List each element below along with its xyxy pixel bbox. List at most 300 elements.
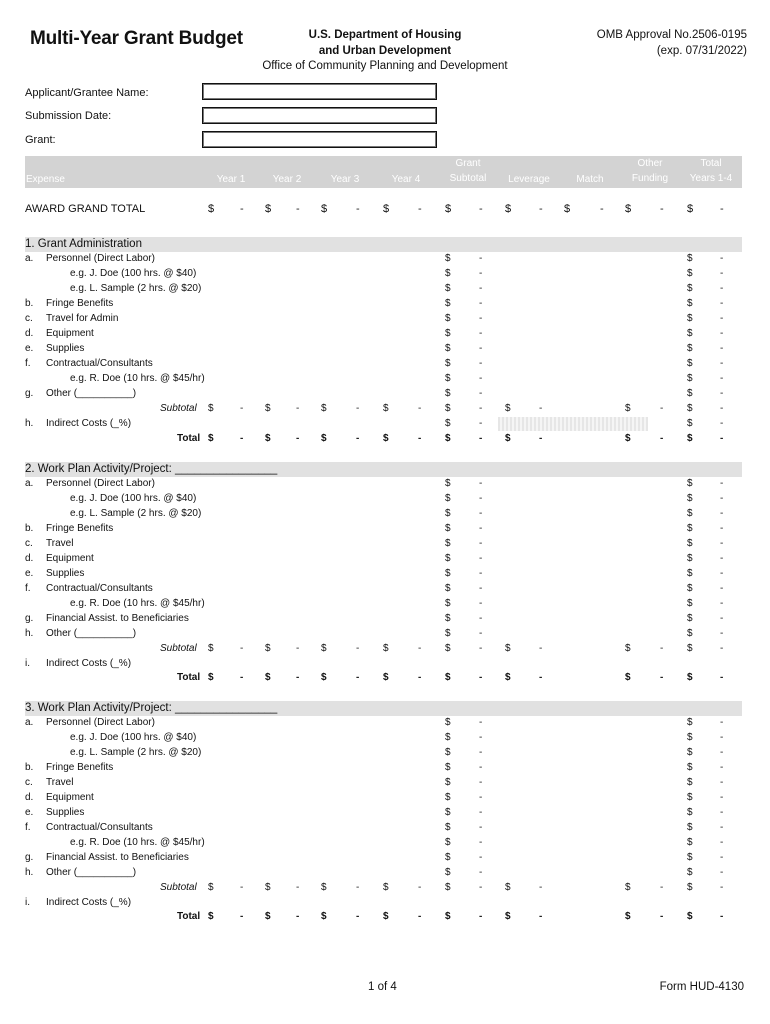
line-item-grant-subtotal-value[interactable]: -: [479, 777, 483, 788]
column-year-3: Year 3: [330, 174, 360, 185]
total-y2-currency: $: [265, 433, 271, 444]
subtotal-tot-currency: $: [687, 882, 693, 893]
column-expense: Expense: [26, 174, 65, 185]
line-item-letter: d.: [25, 328, 34, 339]
subtotal-y2-value[interactable]: -: [296, 643, 300, 654]
subtotal-gs-currency: $: [445, 643, 451, 654]
line-item-grant-subtotal-value[interactable]: -: [479, 613, 483, 624]
line-item-total-value[interactable]: -: [720, 253, 724, 264]
line-item-letter: g.: [25, 613, 34, 624]
line-item-grant-subtotal-value[interactable]: -: [479, 253, 483, 264]
total-oth-value[interactable]: -: [660, 672, 664, 683]
indirect-letter: i.: [25, 658, 30, 669]
column-year-1: Year 1: [216, 174, 246, 185]
line-item-grant-subtotal-currency: $: [445, 283, 451, 294]
total-tot-value[interactable]: -: [720, 672, 724, 683]
line-item-grant-subtotal-currency: $: [445, 523, 451, 534]
line-item-total-value[interactable]: -: [720, 717, 724, 728]
line-item-label: Supplies: [46, 807, 85, 818]
line-item-grant-subtotal-value[interactable]: -: [479, 628, 483, 639]
line-item-total-currency: $: [687, 732, 693, 743]
total-lev-currency: $: [505, 911, 511, 922]
award-y3-currency: $: [321, 203, 328, 215]
subtotal-lev-value[interactable]: -: [539, 403, 543, 414]
total-y1-value[interactable]: -: [240, 433, 244, 444]
line-item-grant-subtotal-value[interactable]: -: [479, 388, 483, 399]
total-y1-currency: $: [208, 433, 214, 444]
line-item-grant-subtotal-value[interactable]: -: [479, 822, 483, 833]
indirect-grant-subtotal-value[interactable]: -: [479, 418, 483, 429]
total-y4-currency: $: [383, 433, 389, 444]
subtotal-tot-value[interactable]: -: [720, 403, 724, 414]
subtotal-y4-currency: $: [383, 643, 389, 654]
line-item-total-value[interactable]: -: [720, 508, 724, 519]
column-total-line-1: Total: [700, 158, 722, 169]
subtotal-y1-currency: $: [208, 643, 214, 654]
line-item-total-value[interactable]: -: [720, 792, 724, 803]
line-item-total-currency: $: [687, 553, 693, 564]
line-item-label: Personnel (Direct Labor): [46, 253, 155, 264]
submission-date-label: Submission Date:: [25, 110, 112, 122]
line-item-total-value[interactable]: -: [720, 837, 724, 848]
column-grant-subtotal: [437, 156, 499, 186]
line-item-letter: a.: [25, 478, 34, 489]
line-item-grant-subtotal-currency: $: [445, 343, 451, 354]
subtotal-y4-currency: $: [383, 882, 389, 893]
subtotal-y2-value[interactable]: -: [296, 403, 300, 414]
total-y4-currency: $: [383, 911, 389, 922]
line-item-letter: d.: [25, 553, 34, 564]
indirect-shaded-cells: [498, 417, 648, 431]
line-item-label: Fringe Benefits: [46, 762, 114, 773]
applicant-label: Applicant/Grantee Name:: [25, 87, 149, 99]
total-lev-value[interactable]: -: [539, 672, 543, 683]
line-item-label: Personnel (Direct Labor): [46, 717, 155, 728]
line-item-total-value[interactable]: -: [720, 373, 724, 384]
line-item-total-value[interactable]: -: [720, 777, 724, 788]
line-item-total-currency: $: [687, 493, 693, 504]
line-item-total-currency: $: [687, 373, 693, 384]
line-item-grant-subtotal-currency: $: [445, 478, 451, 489]
omb-number: OMB Approval No.2506-0195: [596, 29, 747, 41]
line-item-grant-subtotal-value[interactable]: -: [479, 568, 483, 579]
line-item-letter: h.: [25, 628, 34, 639]
line-item-total-value[interactable]: -: [720, 343, 724, 354]
line-item-label: Contractual/Consultants: [46, 583, 153, 594]
line-item-grant-subtotal-currency: $: [445, 373, 451, 384]
subtotal-oth-value[interactable]: -: [660, 403, 664, 414]
line-item-label: e.g. J. Doe (100 hrs. @ $40): [70, 268, 197, 279]
line-item-label: Equipment: [46, 553, 94, 564]
line-item-total-currency: $: [687, 598, 693, 609]
section-header: 1. Grant Administration: [25, 237, 742, 252]
line-item-total-currency: $: [687, 478, 693, 489]
line-item-total-value[interactable]: -: [720, 807, 724, 818]
total-y3-value[interactable]: -: [356, 911, 360, 922]
award-y1-value[interactable]: -: [240, 203, 244, 215]
line-item-grant-subtotal-currency: $: [445, 538, 451, 549]
column-year-2: Year 2: [272, 174, 302, 185]
line-item-total-value[interactable]: -: [720, 298, 724, 309]
line-item-total-currency: $: [687, 268, 693, 279]
column-other-funding: [619, 156, 681, 186]
subtotal-y3-currency: $: [321, 882, 327, 893]
total-lev-currency: $: [505, 433, 511, 444]
column-other-funding-line-1: Other: [637, 158, 663, 169]
line-item-letter: h.: [25, 867, 34, 878]
indirect-letter: h.: [25, 418, 34, 429]
line-item-grant-subtotal-currency: $: [445, 837, 451, 848]
column-grant-subtotal-line-1: Grant: [455, 158, 481, 169]
line-item-label: Other (__________): [46, 388, 137, 399]
line-item-total-currency: $: [687, 613, 693, 624]
subtotal-lev-currency: $: [505, 643, 511, 654]
line-item-grant-subtotal-currency: $: [445, 583, 451, 594]
award-mat-value[interactable]: -: [600, 203, 604, 215]
line-item-grant-subtotal-currency: $: [445, 328, 451, 339]
total-label: Total: [177, 672, 201, 683]
line-item-grant-subtotal-currency: $: [445, 358, 451, 369]
total-tot-currency: $: [687, 672, 693, 683]
total-tot-currency: $: [687, 433, 693, 444]
line-item-total-value[interactable]: -: [720, 478, 724, 489]
subtotal-y1-currency: $: [208, 403, 214, 414]
subtotal-y4-value[interactable]: -: [418, 643, 422, 654]
line-item-total-value[interactable]: -: [720, 598, 724, 609]
subtotal-tot-currency: $: [687, 403, 693, 414]
line-item-letter: c.: [25, 313, 33, 324]
subtotal-label: Subtotal: [160, 403, 197, 414]
agency-line-1: U.S. Department of Housing: [308, 29, 462, 41]
line-item-total-value[interactable]: -: [720, 313, 724, 324]
subtotal-oth-value[interactable]: -: [660, 882, 664, 893]
page-number: 1 of 4: [368, 981, 397, 993]
line-item-grant-subtotal-currency: $: [445, 732, 451, 743]
line-item-grant-subtotal-value[interactable]: -: [479, 762, 483, 773]
total-lev-value[interactable]: -: [539, 433, 543, 444]
line-item-total-value[interactable]: -: [720, 583, 724, 594]
form-number: Form HUD-4130: [659, 981, 744, 993]
omb-approval: [597, 28, 747, 59]
line-item-grant-subtotal-value[interactable]: -: [479, 553, 483, 564]
line-item-grant-subtotal-currency: $: [445, 747, 451, 758]
line-item-total-value[interactable]: -: [720, 283, 724, 294]
line-item-label: Financial Assist. to Beneficiaries: [46, 613, 189, 624]
total-oth-currency: $: [625, 433, 631, 444]
subtotal-y2-currency: $: [265, 643, 271, 654]
line-item-grant-subtotal-currency: $: [445, 313, 451, 324]
total-y1-value[interactable]: -: [240, 911, 244, 922]
column-year-4: Year 4: [391, 174, 421, 185]
line-item-grant-subtotal-value[interactable]: -: [479, 747, 483, 758]
subtotal-tot-value[interactable]: -: [720, 882, 724, 893]
line-item-letter: d.: [25, 792, 34, 803]
line-item-grant-subtotal-value[interactable]: -: [479, 343, 483, 354]
subtotal-y1-value[interactable]: -: [240, 403, 244, 414]
line-item-grant-subtotal-value[interactable]: -: [479, 313, 483, 324]
subtotal-oth-currency: $: [625, 882, 631, 893]
line-item-label: Fringe Benefits: [46, 298, 114, 309]
line-item-letter: b.: [25, 762, 34, 773]
line-item-grant-subtotal-currency: $: [445, 613, 451, 624]
total-y2-value[interactable]: -: [296, 433, 300, 444]
line-item-grant-subtotal-value[interactable]: -: [479, 717, 483, 728]
subtotal-y4-value[interactable]: -: [418, 403, 422, 414]
line-item-label: Fringe Benefits: [46, 523, 114, 534]
line-item-total-value[interactable]: -: [720, 568, 724, 579]
line-item-grant-subtotal-currency: $: [445, 508, 451, 519]
line-item-total-value[interactable]: -: [720, 867, 724, 878]
award-mat-currency: $: [564, 203, 571, 215]
line-item-total-currency: $: [687, 538, 693, 549]
line-item-grant-subtotal-value[interactable]: -: [479, 807, 483, 818]
line-item-letter: e.: [25, 343, 34, 354]
line-item-total-currency: $: [687, 717, 693, 728]
column-other-funding-line-2: Funding: [631, 173, 669, 184]
line-item-grant-subtotal-value[interactable]: -: [479, 268, 483, 279]
total-y3-currency: $: [321, 672, 327, 683]
indirect-total-currency: $: [687, 418, 693, 429]
total-oth-value[interactable]: -: [660, 433, 664, 444]
line-item-letter: c.: [25, 777, 33, 788]
total-y2-value[interactable]: -: [296, 672, 300, 683]
line-item-grant-subtotal-value[interactable]: -: [479, 852, 483, 863]
subtotal-y3-value[interactable]: -: [356, 643, 360, 654]
total-label: Total: [177, 433, 201, 444]
line-item-total-value[interactable]: -: [720, 388, 724, 399]
total-oth-currency: $: [625, 911, 631, 922]
agency-block: [250, 28, 520, 75]
line-item-grant-subtotal-currency: $: [445, 822, 451, 833]
total-y2-currency: $: [265, 911, 271, 922]
line-item-letter: e.: [25, 807, 34, 818]
line-item-total-value[interactable]: -: [720, 613, 724, 624]
subtotal-gs-value[interactable]: -: [479, 403, 483, 414]
line-item-total-value[interactable]: -: [720, 628, 724, 639]
line-item-letter: f.: [25, 358, 31, 369]
award-y3-value[interactable]: -: [356, 203, 360, 215]
line-item-total-currency: $: [687, 852, 693, 863]
line-item-grant-subtotal-currency: $: [445, 253, 451, 264]
line-item-grant-subtotal-currency: $: [445, 777, 451, 788]
line-item-total-currency: $: [687, 328, 693, 339]
submission-date-field[interactable]: [202, 107, 437, 124]
line-item-letter: a.: [25, 253, 34, 264]
line-item-total-currency: $: [687, 283, 693, 294]
subtotal-y3-value[interactable]: -: [356, 403, 360, 414]
subtotal-y1-value[interactable]: -: [240, 882, 244, 893]
award-lev-value[interactable]: -: [539, 203, 543, 215]
line-item-label: Travel for Admin: [46, 313, 119, 324]
subtotal-y4-value[interactable]: -: [418, 882, 422, 893]
subtotal-y1-value[interactable]: -: [240, 643, 244, 654]
total-tot-value[interactable]: -: [720, 911, 724, 922]
line-item-grant-subtotal-value[interactable]: -: [479, 298, 483, 309]
line-item-total-value[interactable]: -: [720, 732, 724, 743]
column-match: Match: [576, 174, 604, 185]
subtotal-lev-value[interactable]: -: [539, 643, 543, 654]
line-item-grant-subtotal-value[interactable]: -: [479, 732, 483, 743]
section-header: 2. Work Plan Activity/Project: ________________: [25, 462, 742, 477]
total-y3-value[interactable]: -: [356, 433, 360, 444]
line-item-grant-subtotal-currency: $: [445, 852, 451, 863]
line-item-total-currency: $: [687, 777, 693, 788]
award-oth-value[interactable]: -: [660, 203, 664, 215]
grant-label: Grant:: [25, 134, 56, 146]
total-gs-value[interactable]: -: [479, 672, 483, 683]
indirect-letter: i.: [25, 897, 30, 908]
indirect-total-value[interactable]: -: [720, 418, 724, 429]
line-item-grant-subtotal-currency: $: [445, 553, 451, 564]
subtotal-gs-value[interactable]: -: [479, 643, 483, 654]
line-item-label: Supplies: [46, 568, 85, 579]
line-item-total-value[interactable]: -: [720, 762, 724, 773]
line-item-label: Travel: [46, 538, 74, 549]
line-item-total-currency: $: [687, 583, 693, 594]
award-y1-currency: $: [208, 203, 215, 215]
column-grant-subtotal-line-2: Subtotal: [449, 173, 487, 184]
award-gs-value[interactable]: -: [479, 203, 483, 215]
line-item-grant-subtotal-currency: $: [445, 792, 451, 803]
total-y1-currency: $: [208, 672, 214, 683]
total-y1-currency: $: [208, 911, 214, 922]
line-item-letter: a.: [25, 717, 34, 728]
line-item-total-value[interactable]: -: [720, 538, 724, 549]
total-y4-value[interactable]: -: [418, 672, 422, 683]
subtotal-y4-currency: $: [383, 403, 389, 414]
total-tot-value[interactable]: -: [720, 433, 724, 444]
subtotal-tot-value[interactable]: -: [720, 643, 724, 654]
subtotal-y3-currency: $: [321, 643, 327, 654]
subtotal-y3-value[interactable]: -: [356, 882, 360, 893]
line-item-grant-subtotal-currency: $: [445, 598, 451, 609]
line-item-total-value[interactable]: -: [720, 553, 724, 564]
subtotal-y1-currency: $: [208, 882, 214, 893]
line-item-letter: g.: [25, 852, 34, 863]
line-item-total-currency: $: [687, 253, 693, 264]
line-item-total-value[interactable]: -: [720, 523, 724, 534]
total-y4-value[interactable]: -: [418, 911, 422, 922]
total-y2-value[interactable]: -: [296, 911, 300, 922]
line-item-total-currency: $: [687, 807, 693, 818]
line-item-total-value[interactable]: -: [720, 268, 724, 279]
subtotal-lev-value[interactable]: -: [539, 882, 543, 893]
applicant-name-field[interactable]: [202, 83, 437, 100]
total-label: Total: [177, 911, 201, 922]
line-item-total-currency: $: [687, 628, 693, 639]
column-leverage: Leverage: [508, 174, 550, 185]
line-item-total-value[interactable]: -: [720, 822, 724, 833]
subtotal-lev-currency: $: [505, 882, 511, 893]
award-tot-currency: $: [687, 203, 694, 215]
line-item-grant-subtotal-value[interactable]: -: [479, 493, 483, 504]
line-item-total-currency: $: [687, 762, 693, 773]
line-item-label: Financial Assist. to Beneficiaries: [46, 852, 189, 863]
line-item-total-currency: $: [687, 822, 693, 833]
line-item-grant-subtotal-value[interactable]: -: [479, 373, 483, 384]
line-item-total-value[interactable]: -: [720, 328, 724, 339]
award-oth-currency: $: [625, 203, 632, 215]
total-y3-value[interactable]: -: [356, 672, 360, 683]
line-item-grant-subtotal-value[interactable]: -: [479, 598, 483, 609]
agency-line-2: and Urban Development: [318, 44, 452, 57]
line-item-grant-subtotal-value[interactable]: -: [479, 583, 483, 594]
line-item-total-currency: $: [687, 343, 693, 354]
award-tot-value[interactable]: -: [720, 203, 724, 215]
award-y2-value[interactable]: -: [296, 203, 300, 215]
line-item-grant-subtotal-value[interactable]: -: [479, 328, 483, 339]
line-item-grant-subtotal-currency: $: [445, 268, 451, 279]
line-item-label: e.g. J. Doe (100 hrs. @ $40): [70, 732, 197, 743]
indirect-label: Indirect Costs (_%): [46, 897, 132, 908]
line-item-total-value[interactable]: -: [720, 358, 724, 369]
total-y1-value[interactable]: -: [240, 672, 244, 683]
line-item-label: Equipment: [46, 328, 94, 339]
line-item-grant-subtotal-value[interactable]: -: [479, 283, 483, 294]
line-item-grant-subtotal-currency: $: [445, 717, 451, 728]
line-item-total-value[interactable]: -: [720, 852, 724, 863]
line-item-grant-subtotal-currency: $: [445, 762, 451, 773]
subtotal-y2-value[interactable]: -: [296, 882, 300, 893]
line-item-grant-subtotal-value[interactable]: -: [479, 478, 483, 489]
line-item-grant-subtotal-value[interactable]: -: [479, 508, 483, 519]
line-item-grant-subtotal-value[interactable]: -: [479, 867, 483, 878]
line-item-label: e.g. L. Sample (2 hrs. @ $20): [70, 508, 202, 519]
line-item-letter: e.: [25, 568, 34, 579]
subtotal-oth-currency: $: [625, 403, 631, 414]
line-item-grant-subtotal-value[interactable]: -: [479, 523, 483, 534]
award-y4-value[interactable]: -: [418, 203, 422, 215]
grant-field[interactable]: [202, 131, 437, 148]
line-item-total-value[interactable]: -: [720, 747, 724, 758]
line-item-total-value[interactable]: -: [720, 493, 724, 504]
line-item-letter: b.: [25, 523, 34, 534]
subtotal-y2-currency: $: [265, 882, 271, 893]
line-item-label: Other (__________): [46, 867, 137, 878]
line-item-grant-subtotal-value[interactable]: -: [479, 358, 483, 369]
total-gs-value[interactable]: -: [479, 433, 483, 444]
total-oth-value[interactable]: -: [660, 911, 664, 922]
subtotal-oth-currency: $: [625, 643, 631, 654]
line-item-grant-subtotal-value[interactable]: -: [479, 837, 483, 848]
indirect-label: Indirect Costs (_%): [46, 658, 132, 669]
subtotal-y2-currency: $: [265, 403, 271, 414]
line-item-letter: b.: [25, 298, 34, 309]
indirect-grant-subtotal-currency: $: [445, 418, 451, 429]
line-item-total-currency: $: [687, 523, 693, 534]
line-item-label: e.g. L. Sample (2 hrs. @ $20): [70, 747, 202, 758]
line-item-total-currency: $: [687, 313, 693, 324]
subtotal-gs-value[interactable]: -: [479, 882, 483, 893]
award-y4-currency: $: [383, 203, 390, 215]
subtotal-oth-value[interactable]: -: [660, 643, 664, 654]
line-item-letter: f.: [25, 583, 31, 594]
line-item-total-currency: $: [687, 298, 693, 309]
subtotal-tot-currency: $: [687, 643, 693, 654]
total-y4-value[interactable]: -: [418, 433, 422, 444]
line-item-total-currency: $: [687, 747, 693, 758]
line-item-grant-subtotal-currency: $: [445, 388, 451, 399]
omb-expiration: (exp. 07/31/2022): [656, 44, 747, 57]
total-lev-value[interactable]: -: [539, 911, 543, 922]
total-gs-value[interactable]: -: [479, 911, 483, 922]
line-item-letter: c.: [25, 538, 33, 549]
line-item-grant-subtotal-value[interactable]: -: [479, 538, 483, 549]
line-item-label: e.g. R. Doe (10 hrs. @ $45/hr): [70, 837, 205, 848]
line-item-grant-subtotal-value[interactable]: -: [479, 792, 483, 803]
line-item-label: Equipment: [46, 792, 94, 803]
line-item-label: Contractual/Consultants: [46, 358, 153, 369]
